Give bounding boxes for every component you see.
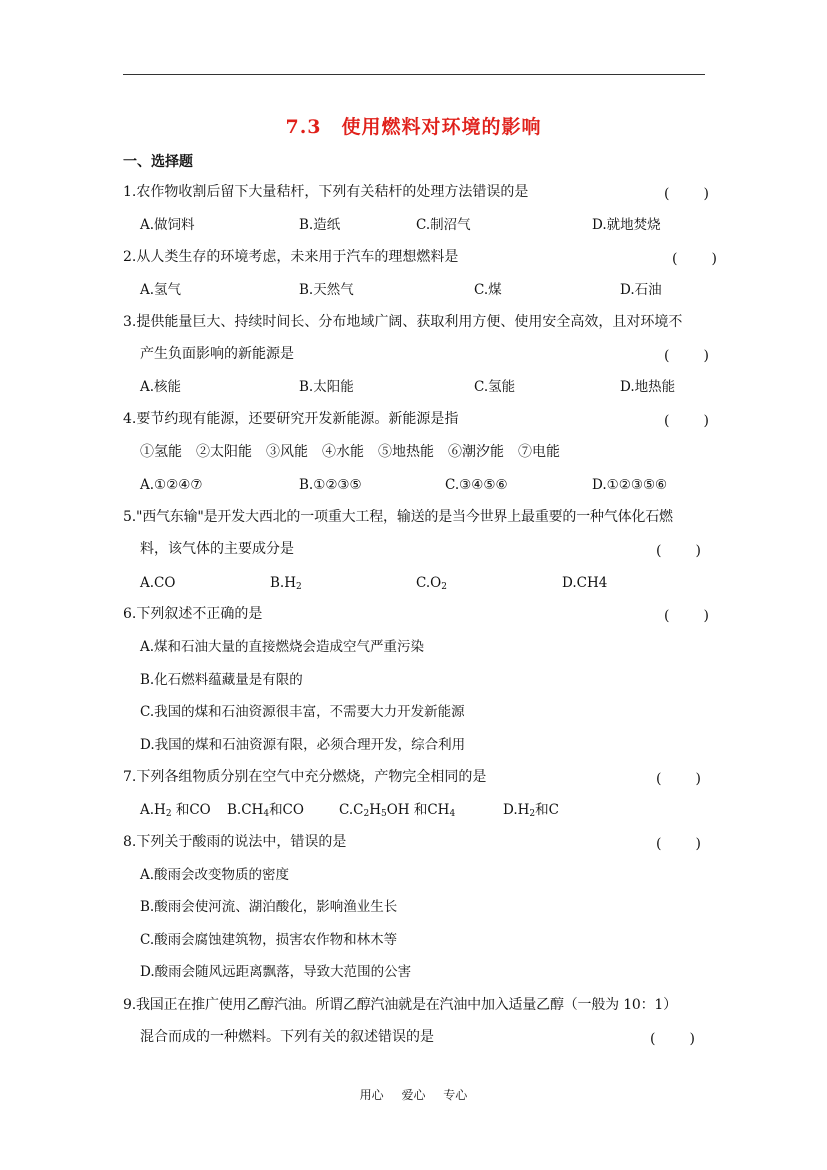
answer-blank-8: ( ) xyxy=(656,836,703,852)
q6-option-a: A.煤和石油大量的直接燃烧会造成空气严重污染 xyxy=(140,639,425,655)
q7-option-a: $A.H_2$ 和CO xyxy=(140,802,211,819)
q8-option-a: A.酸雨会改变物质的密度 xyxy=(140,867,290,883)
answer-blank-1: ( ) xyxy=(664,186,711,202)
q6-option-b: B.化石燃料蕴藏量是有限的 xyxy=(140,672,303,688)
q3-option-a: A.核能 xyxy=(140,379,182,395)
q6-option-c: C.我国的煤和石油资源很丰富，不需要大力开发新能源 xyxy=(140,704,465,720)
q2-option-b: B.天然气 xyxy=(299,282,354,298)
q4-option-d: D.①②③⑤⑥ xyxy=(592,477,668,493)
answer-blank-7: ( ) xyxy=(656,771,703,787)
answer-blank-6: ( ) xyxy=(664,608,711,624)
question-2-stem: 2.从人类生存的环境考虑，未来用于汽车的理想燃料是 xyxy=(123,249,459,265)
answer-blank-4: ( ) xyxy=(664,413,711,429)
q6-option-d: D.我国的煤和石油资源有限，必须合理开发，综合利用 xyxy=(140,737,466,753)
q2-option-c: C.煤 xyxy=(474,282,502,298)
answer-blank-2: ( ) xyxy=(672,251,719,267)
q4-energy-list: ①氢能 ②太阳能 ③风能 ④水能 ⑤地热能 ⑥潮汐能 ⑦电能 xyxy=(140,444,560,460)
question-4-stem: 4.要节约现有能源，还要研究开发新能源。新能源是指 xyxy=(123,411,459,427)
q8-option-c: C.酸雨会腐蚀建筑物，损害农作物和林木等 xyxy=(140,932,398,948)
q2-option-d: D.石油 xyxy=(620,282,662,298)
question-5-stem: 5."西气东输"是开发大西北的一项重大工程，输送的是当今世界上最重要的一种气体化石燃 xyxy=(123,509,673,525)
q3-option-d: D.地热能 xyxy=(620,379,676,395)
section-heading: 一、选择题 xyxy=(123,154,193,170)
q1-option-b: B.造纸 xyxy=(299,217,341,233)
q5-option-b: $B.H_2$ xyxy=(270,575,302,592)
q1-option-d: D.就地焚烧 xyxy=(592,217,661,233)
question-3-stem: 3.提供能量巨大、持续时间长、分布地域广阔、获取利用方便、使用安全高效，且对环境不 xyxy=(123,314,683,330)
q7-option-d: $D.H_2$和C xyxy=(503,802,559,819)
q4-option-c: C.③④⑤⑥ xyxy=(445,477,508,493)
question-5-stem-cont: 料，该气体的主要成分是 xyxy=(140,541,294,557)
question-8-stem: 8.下列关于酸雨的说法中，错误的是 xyxy=(123,834,347,850)
q2-option-a: A.氢气 xyxy=(140,282,182,298)
q5-option-a: A.CO xyxy=(140,575,176,591)
page-title: 7.3 使用燃料对环境的影响 xyxy=(285,116,542,138)
q5-option-d: D.CH4 xyxy=(562,575,608,591)
q8-option-d: D.酸雨会随风远距离飘落，导致大范围的公害 xyxy=(140,964,412,980)
question-6-stem: 6.下列叙述不正确的是 xyxy=(123,606,263,622)
question-9-stem-cont: 混合而成的一种燃料。下列有关的叙述错误的是 xyxy=(140,1029,434,1045)
page-footer: 用心 爱心 专心 xyxy=(359,1088,468,1102)
answer-blank-9: ( ) xyxy=(650,1031,697,1047)
q3-option-c: C.氢能 xyxy=(474,379,516,395)
question-7-stem: 7.下列各组物质分别在空气中充分燃烧，产物完全相同的是 xyxy=(123,769,487,785)
header-rule xyxy=(123,74,705,75)
q7-option-c: $C.C_2H_5OH$ 和$CH_4$ xyxy=(339,802,456,819)
q7-option-b: $B.CH_4$和CO xyxy=(227,802,304,819)
question-1-stem: 1.农作物收割后留下大量秸杆，下列有关秸杆的处理方法错误的是 xyxy=(123,184,529,200)
q1-option-c: C.制沼气 xyxy=(416,217,471,233)
answer-blank-5: ( ) xyxy=(656,543,703,559)
question-3-stem-cont: 产生负面影响的新能源是 xyxy=(140,346,294,362)
q5-option-c: $C.O_2$ xyxy=(416,575,447,592)
answer-blank-3: ( ) xyxy=(664,348,711,364)
q8-option-b: B.酸雨会使河流、湖泊酸化，影响渔业生长 xyxy=(140,899,398,915)
question-9-stem: 9.我国正在推广使用乙醇汽油。所谓乙醇汽油就是在汽油中加入适量乙醇（一般为 10：1） xyxy=(123,997,677,1013)
q4-option-b: B.①②③⑤ xyxy=(299,477,362,493)
q4-option-a: A.①②④⑦ xyxy=(140,477,203,493)
q1-option-a: A.做饲料 xyxy=(140,217,195,233)
q3-option-b: B.太阳能 xyxy=(299,379,354,395)
